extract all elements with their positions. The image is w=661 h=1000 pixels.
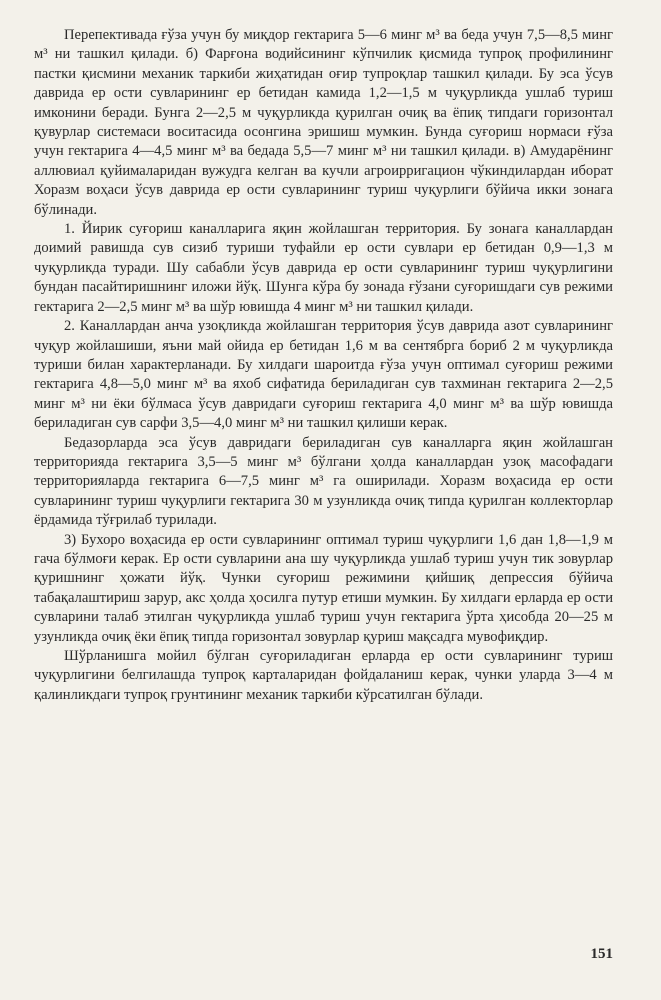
paragraph-2: 1. Йирик суғориш каналларига яқин жойлашган территория. Бу зонага каналлардан доимий равишда сув сизиб туриши туфайли ер ости сувлари ер бетидан 0,9—1,3 м чуқурликда туради. Шу сабабли ўсув даврида ер ости сувларининг туриш чуқурлигини бундан пасайтиришнинг иложи йўқ. Шунга кўра бу зонада ғўзани суғоришдаги сув режими гектарига 2—2,5 минг м³ ва шўр ювишда 4 минг м³ ни ташкил қилади.	[34, 221, 613, 315]
page-number: 151	[590, 946, 613, 962]
paragraph-6: Шўрланишга мойил бўлган суғориладиган ерларда ер ости сувларининг туриш чуқурлигини белгилашда тупроқ карталаридан фойдаланиш керак, чунки уларда 3—4 м қалинликдаги тупроқ грунтининг механик таркиби кўрсатилган бўлади.	[34, 648, 613, 703]
body-text	[34, 26, 613, 705]
paragraph-4: Бедазорларда эса ўсув давридаги бериладиган сув каналларга яқин жойлашган территорияда гектарига 3,5—5 минг м³ бўлгани ҳолда каналлардан узоқ масофадаги территорияларда гектарига 6—7,5 минг м³ га оширилади. Хоразм воҳасида ер ости сувларининг туриш чуқурлиги гектарига 30 м узунликда очиқ типда қурилган коллекторлар ёрдамида тўғрилаб турилади.	[34, 434, 613, 529]
paragraph-3: 2. Каналлардан анча узоқликда жойлашган территория ўсув даврида азот сувларининг чуқур жойлашиши, яъни май ойида ер бетидан 1,6 м ва сентябрга бориб 2 м чуқурликда туриши билан характерланади. Бу хилдаги шароитда ғўза учун оптимал суғориш режими гектарига 4,8—5,0 минг м³ ва яхоб сифатида бериладиган сув тахминан гектарига 2—2,5 минг м³ ни ёки бўлмаса ўсув давридаги суғориш гектарига 4,0 минг м³ ва шўр ювишда бериладиган сув сарфи 3,5—4,0 минг м³ ни ташкил қилиши керак.	[34, 318, 613, 432]
paragraph-5: 3) Бухоро воҳасида ер ости сувларининг оптимал туриш чуқурлиги 1,6 дан 1,8—1,9 м гача бўлмоғи керак. Ер ости сувларини ана шу чуқурликда ушлаб туриш учун тик зовурлар қуришнинг ҳожати йўқ. Чунки суғориш режимини қийшиқ депрессия бўйича табақалаштириш зарур, акс ҳолда ҳосилга путур етиши мумкин. Бу хилдаги ерларда ер ости сувларини талаб этилган чуқурликда ушлаб туриш учун гектарига ўрта ҳисобда 20—25 м узунликда очиқ ёки ёпиқ типда горизонтал зовурлар қуриш мақсадга мувофиқдир.	[34, 531, 613, 645]
paragraph-1: Перепективада ғўза учун бу миқдор гектарига 5—6 минг м³ ва беда учун 7,5—8,5 минг м³ ни ташкил қилади. б) Фарғона водийсининг кўпчилик қисмида тупроқ профилининг пастки қисмини механик таркиби жиҳатидан оғир тупроқлар ташкил қилади. Бу эса ўсув даврида ер ости сувларининг ер бетидан камида 1,2—1,5 м чуқурликда ушлаб туриш имконини беради. Бунга 2—2,5 м чуқурликда қурилган очиқ ва ёпиқ типдаги горизонтал қувурлар системаси воситасида осонгина эришиш мумкин. Бунда суғориш нормаси ғўза учун гектарига 4—4,5 минг м³ ва бедада 5,5—7 минг м³ ни ташкил қилади. в) Амударёнинг аллювиал қуйималаридан вужудга келган ва кучли агроирригацион чўкиндилардан иборат Хоразм воҳаси ўсув даврида ер ости сувларининг туриш чуқурлиги бўйича икки зонага бўлинади.	[34, 27, 613, 218]
